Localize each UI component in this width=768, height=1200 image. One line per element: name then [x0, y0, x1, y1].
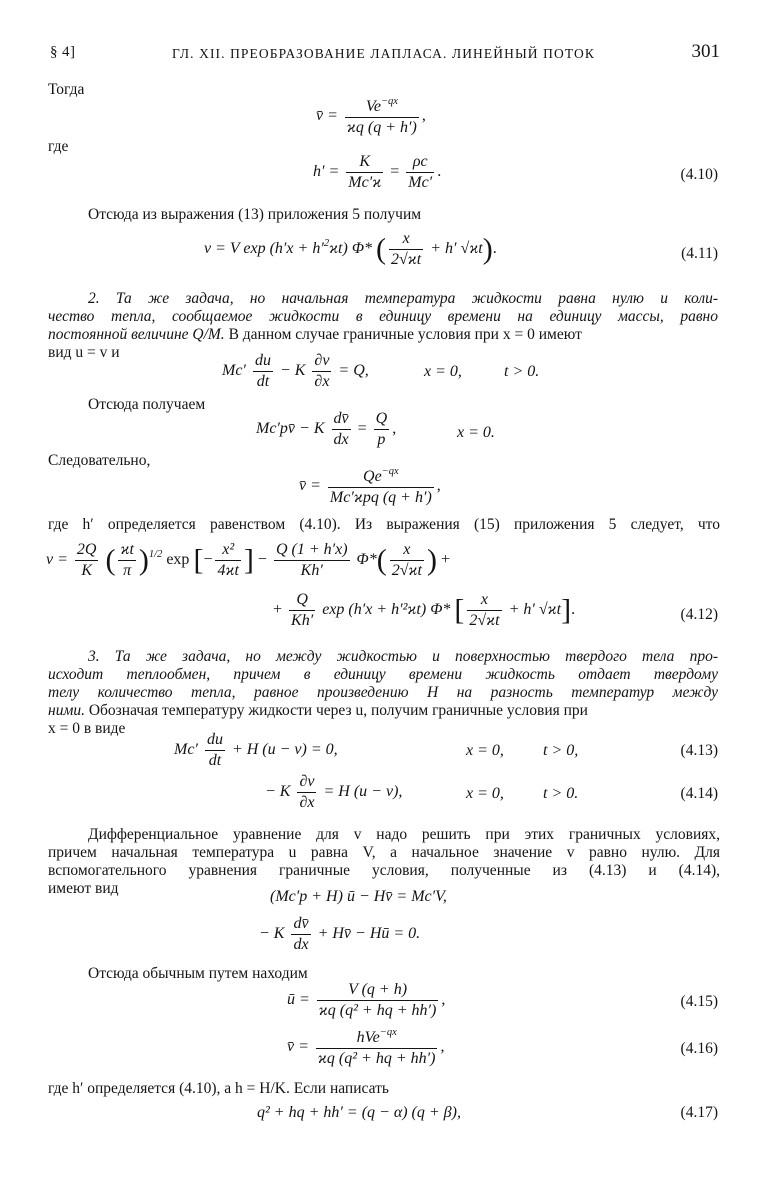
condition-t0-c: t > 0, — [543, 742, 579, 759]
equation-transformed-bc: Mc′pv̄ − K $\frac{dv̄}{dx}$ = $\frac{Q}{p}$ , — [256, 410, 397, 448]
paragraph-2-line-1: 2. Та же задача, но начальная температура жидкости равна нулю и коли- — [88, 290, 718, 307]
paragraph-6-line-4: ними. Обозначая температуру жидкости через u, получим граничные условия при — [48, 702, 588, 719]
condition-x0-b: x = 0. — [457, 424, 495, 441]
paragraph-8: Отсюда обычным путем находим — [88, 965, 308, 982]
text-togda: Тогда — [48, 81, 85, 98]
condition-x0-d: x = 0, — [466, 785, 504, 802]
paragraph-7-line-3: вспомогательного уравнения граничные условия, полученные из (4.13) и (4.14), — [48, 862, 720, 879]
paragraph-4: Следовательно, — [48, 452, 151, 469]
paragraph-2-line-4: вид u = v и — [48, 344, 120, 361]
eq-label-4-15: (4.15) — [680, 993, 718, 1010]
section-marker: § 4] — [50, 44, 76, 60]
equation-boundary-q: Mc′ $\frac{du}{dt}$ − K $\frac{\partial v}{\partial x}$ = Q, — [222, 352, 369, 390]
equation-4-12-line-1: v = $\frac{2Q}{K}$ ( $\frac{ϰt}{\pi}$ )$^{1/2}$ exp [− $\frac{\text{x²}}{4ϰt}$ ] − $\frac{Q (1 + h'x)}{Kh'}$ Φ*( $\frac{x}{2√ϰt}$ ) + — [46, 541, 450, 579]
eq-label-4-16: (4.16) — [680, 1040, 718, 1057]
equation-4-16: v̄ = hVe$^{-qx}$ ϰq (q² + hq + hh′) , — [287, 1027, 445, 1067]
text-gde-1: где — [48, 138, 69, 155]
condition-t0-a: t > 0. — [504, 363, 540, 380]
equation-4-15: ū = $\frac{V (q + h)}{\text{ϰq (q² + hq + hh′)}}$ , — [287, 981, 446, 1019]
paragraph-9: где h′ определяется (4.10), а h = H/K. Если написать — [48, 1080, 389, 1097]
running-title: ГЛ. XII. ПРЕОБРАЗОВАНИЕ ЛАПЛАСА. ЛИНЕЙНЫЙ ПОТОК — [172, 46, 595, 61]
page-number: 301 — [691, 41, 720, 62]
equation-4-14: − K $\frac{\partial v}{\partial x}$ = H (u − v), — [265, 773, 403, 811]
equation-v-bar-1: v̄ = $\frac{Ve^{-qx}}{ϰq (q + h')}$ , — [316, 96, 426, 136]
condition-x0-a: x = 0, — [424, 363, 462, 380]
equation-4-17: q² + hq + hh′ = (q − α) (q + β), — [257, 1104, 461, 1121]
paragraph-7-line-2: причем начальная температура u равна V, а начальное значение v равно нулю. Для — [48, 844, 720, 861]
equation-aux-1: (Mc′p + H) ū − Hv̄ = Mc′V, — [270, 888, 447, 905]
paragraph-6-line-5: x = 0 в виде — [48, 720, 126, 737]
paragraph-1: Отсюда из выражения (13) приложения 5 получим — [88, 206, 422, 223]
equation-4-12-line-2: + $\frac{Q}{Kh'}$ exp (h′x + h′²ϰt) Φ* [ $\frac{x}{2√ϰt}$ + h′ √ϰt]. — [273, 591, 576, 629]
paragraph-6-line-2: исходит теплообмен, причем в единицу времени жидкость отдает твердому — [48, 666, 718, 683]
equation-aux-2: − K $\frac{dv̄}{dx}$ + Hv̄ − Hū = 0. — [259, 915, 421, 953]
eq-label-4-10: (4.10) — [680, 166, 718, 183]
paragraph-5: где h′ определяется равенством (4.10). Из выражения (15) приложения 5 следует, что — [48, 516, 720, 533]
condition-x0-c: x = 0, — [466, 742, 504, 759]
equation-4-10: h′ = $\frac{K}{Mc'ϰ}$ = $\frac{\rho c}{Mc'}$ . — [313, 153, 442, 191]
eq-label-4-14: (4.14) — [680, 785, 718, 802]
paragraph-2-line-3: постоянной величине Q/M. В данном случае граничные условия при x = 0 имеют — [48, 326, 582, 343]
paragraph-6-line-3: телу количество тепла, равное произведению H на разность температур между — [48, 684, 718, 701]
eq-label-4-17: (4.17) — [680, 1104, 718, 1121]
paragraph-7-line-4: имеют вид — [48, 880, 119, 897]
eq-label-4-12: (4.12) — [680, 606, 718, 623]
equation-v-bar-2: v̄ = $Qe^{-qx}$ Mc′ϰpq (q + h′) , — [299, 466, 441, 506]
equation-4-13: Mc′ $\frac{du}{dt}$ + H (u − v) = 0, — [174, 731, 338, 769]
paragraph-2-line-2: чество тепла, сообщаемое жидкости в единицу времени на единицу массы, равно — [48, 308, 718, 325]
eq-label-4-13: (4.13) — [680, 742, 718, 759]
paragraph-3: Отсюда получаем — [88, 396, 206, 413]
eq-label-4-11: (4.11) — [681, 245, 718, 262]
equation-4-11: v = V $\exp (h'x + h'^2ϰt)$ Φ* ( $\frac{x}{2√ϰt}$ + h′ √ϰt). — [204, 230, 497, 268]
paragraph-7-line-1: Дифференциальное уравнение для v надо решить при этих граничных условиях, — [88, 826, 720, 843]
paragraph-6-line-1: 3. Та же задача, но между жидкостью и поверхностью твердого тела про- — [88, 648, 718, 665]
condition-t0-d: t > 0. — [543, 785, 579, 802]
